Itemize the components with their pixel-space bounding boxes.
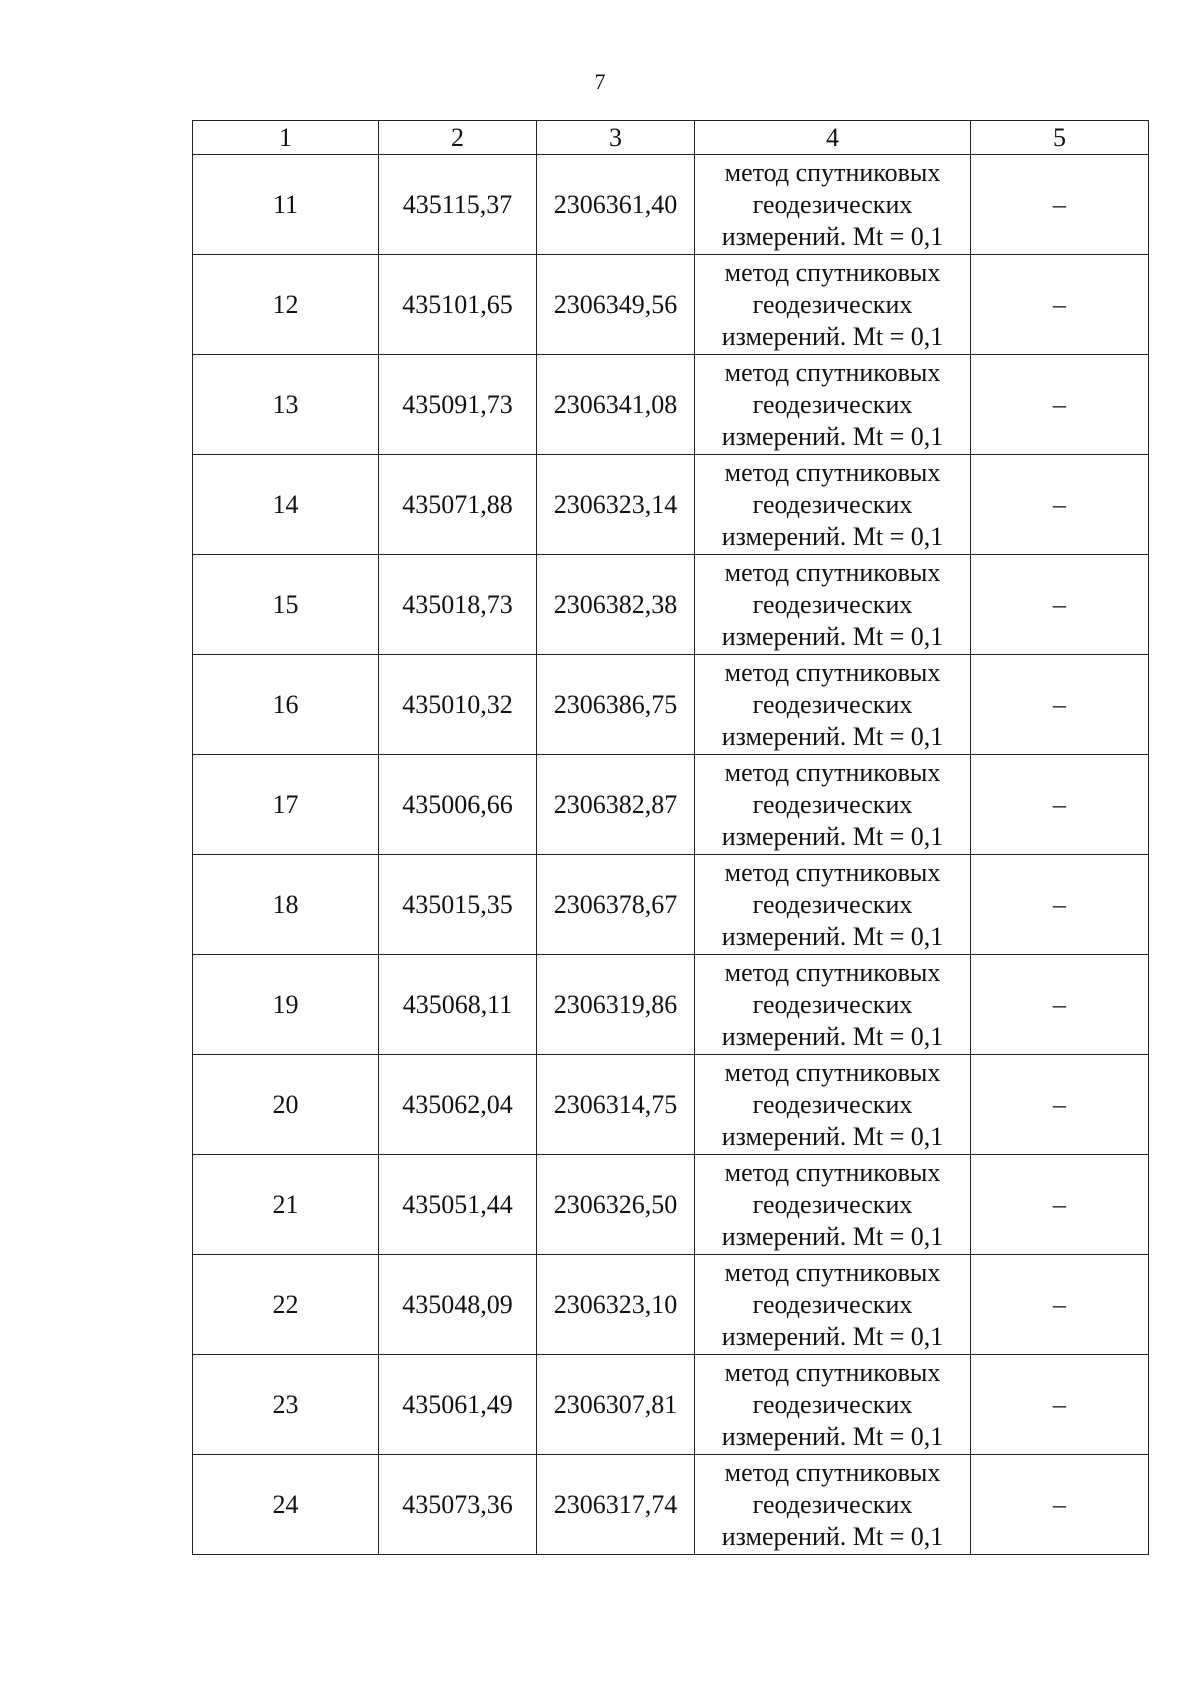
point-number-cell: 21: [193, 1155, 379, 1255]
note-cell: –: [971, 1155, 1149, 1255]
method-line: измерений. Mt = 0,1: [721, 1521, 944, 1551]
x-coordinate-cell: 435006,66: [379, 755, 537, 855]
table-row: [193, 1255, 1149, 1355]
method-line: метод спутниковых: [724, 1457, 941, 1487]
method-line: измерений. Mt = 0,1: [721, 1421, 944, 1451]
note-cell: –: [971, 155, 1149, 255]
method-cell: [695, 455, 971, 555]
x-coordinate-cell: 435018,73: [379, 555, 537, 655]
note-cell: –: [971, 855, 1149, 955]
x-coordinate-cell: 435061,49: [379, 1355, 537, 1455]
table-row: [193, 655, 1149, 755]
note-cell: –: [971, 1455, 1149, 1555]
method-line: метод спутниковых: [724, 557, 941, 587]
table-row: [193, 355, 1149, 455]
header-cell-1: 1: [193, 121, 379, 155]
header-cell-4: 4: [695, 121, 971, 155]
x-coordinate-cell: 435115,37: [379, 155, 537, 255]
method-line: геодезических: [752, 1489, 913, 1519]
method-cell: [695, 1055, 971, 1155]
method-line: геодезических: [752, 289, 913, 319]
point-number-cell: 19: [193, 955, 379, 1055]
point-number-cell: 22: [193, 1255, 379, 1355]
note-cell: –: [971, 555, 1149, 655]
method-line: метод спутниковых: [724, 757, 941, 787]
method-line: метод спутниковых: [724, 157, 941, 187]
note-cell: –: [971, 1355, 1149, 1455]
method-line: метод спутниковых: [724, 1357, 941, 1387]
y-coordinate-cell: 2306349,56: [537, 255, 695, 355]
note-cell: –: [971, 1055, 1149, 1155]
table-row: [193, 1355, 1149, 1455]
method-line: геодезических: [752, 1389, 913, 1419]
y-coordinate-cell: 2306314,75: [537, 1055, 695, 1155]
page-number: 7: [594, 69, 606, 94]
point-number-cell: 24: [193, 1455, 379, 1555]
x-coordinate-cell: 435010,32: [379, 655, 537, 755]
method-line: измерений. Mt = 0,1: [721, 821, 944, 851]
method-cell: [695, 1255, 971, 1355]
x-coordinate-cell: 435048,09: [379, 1255, 537, 1355]
method-line: геодезических: [752, 589, 913, 619]
table-row: [193, 855, 1149, 955]
point-number-cell: 16: [193, 655, 379, 755]
method-line: измерений. Mt = 0,1: [721, 921, 944, 951]
method-cell: [695, 755, 971, 855]
method-line: геодезических: [752, 889, 913, 919]
method-line: геодезических: [752, 389, 913, 419]
y-coordinate-cell: 2306378,67: [537, 855, 695, 955]
x-coordinate-cell: 435051,44: [379, 1155, 537, 1255]
x-coordinate-cell: 435101,65: [379, 255, 537, 355]
method-line: геодезических: [752, 1189, 913, 1219]
method-line: метод спутниковых: [724, 257, 941, 287]
point-number-cell: 20: [193, 1055, 379, 1155]
note-cell: –: [971, 755, 1149, 855]
table-row: [193, 555, 1149, 655]
method-line: измерений. Mt = 0,1: [721, 1021, 944, 1051]
x-coordinate-cell: 435091,73: [379, 355, 537, 455]
point-number-cell: 17: [193, 755, 379, 855]
y-coordinate-cell: 2306319,86: [537, 955, 695, 1055]
y-coordinate-cell: 2306307,81: [537, 1355, 695, 1455]
header-cell-3: 3: [537, 121, 695, 155]
y-coordinate-cell: 2306361,40: [537, 155, 695, 255]
method-line: измерений. Mt = 0,1: [721, 1221, 944, 1251]
x-coordinate-cell: 435071,88: [379, 455, 537, 555]
method-line: метод спутниковых: [724, 957, 941, 987]
method-cell: [695, 1455, 971, 1555]
table-body: [193, 155, 1149, 1555]
header-cell-5: 5: [971, 121, 1149, 155]
y-coordinate-cell: 2306323,10: [537, 1255, 695, 1355]
method-cell: [695, 855, 971, 955]
point-number-cell: 15: [193, 555, 379, 655]
method-line: метод спутниковых: [724, 857, 941, 887]
method-line: измерений. Mt = 0,1: [721, 521, 944, 551]
method-line: геодезических: [752, 989, 913, 1019]
table-row: [193, 455, 1149, 555]
x-coordinate-cell: 435015,35: [379, 855, 537, 955]
table-row: [193, 1055, 1149, 1155]
point-number-cell: 18: [193, 855, 379, 955]
point-number-cell: 14: [193, 455, 379, 555]
method-cell: [695, 655, 971, 755]
y-coordinate-cell: 2306341,08: [537, 355, 695, 455]
method-line: измерений. Mt = 0,1: [721, 221, 944, 251]
y-coordinate-cell: 2306382,38: [537, 555, 695, 655]
method-line: метод спутниковых: [724, 1257, 941, 1287]
method-cell: [695, 155, 971, 255]
note-cell: –: [971, 255, 1149, 355]
method-cell: [695, 355, 971, 455]
note-cell: –: [971, 455, 1149, 555]
table-row: [193, 755, 1149, 855]
method-line: метод спутниковых: [724, 457, 941, 487]
y-coordinate-cell: 2306386,75: [537, 655, 695, 755]
coordinates-table: [192, 120, 1149, 1555]
y-coordinate-cell: 2306326,50: [537, 1155, 695, 1255]
method-line: геодезических: [752, 1089, 913, 1119]
point-number-cell: 13: [193, 355, 379, 455]
method-cell: [695, 555, 971, 655]
method-cell: [695, 955, 971, 1055]
x-coordinate-cell: 435062,04: [379, 1055, 537, 1155]
y-coordinate-cell: 2306382,87: [537, 755, 695, 855]
method-line: геодезических: [752, 489, 913, 519]
header-cell-2: 2: [379, 121, 537, 155]
note-cell: –: [971, 655, 1149, 755]
method-line: измерений. Mt = 0,1: [721, 621, 944, 651]
method-line: измерений. Mt = 0,1: [721, 1321, 944, 1351]
table-header-row: [193, 121, 1149, 155]
y-coordinate-cell: 2306323,14: [537, 455, 695, 555]
note-cell: –: [971, 955, 1149, 1055]
method-line: геодезических: [752, 689, 913, 719]
method-line: измерений. Mt = 0,1: [721, 421, 944, 451]
table-row: [193, 1455, 1149, 1555]
x-coordinate-cell: 435068,11: [379, 955, 537, 1055]
point-number-cell: 12: [193, 255, 379, 355]
method-line: метод спутниковых: [724, 1157, 941, 1187]
method-line: геодезических: [752, 1289, 913, 1319]
method-cell: [695, 1355, 971, 1455]
note-cell: –: [971, 1255, 1149, 1355]
table-row: [193, 1155, 1149, 1255]
point-number-cell: 23: [193, 1355, 379, 1455]
method-line: метод спутниковых: [724, 357, 941, 387]
method-line: измерений. Mt = 0,1: [721, 1121, 944, 1151]
method-line: измерений. Mt = 0,1: [721, 721, 944, 751]
method-line: метод спутниковых: [724, 657, 941, 687]
table-row: [193, 955, 1149, 1055]
point-number-cell: 11: [193, 155, 379, 255]
method-line: метод спутниковых: [724, 1057, 941, 1087]
table-row: [193, 155, 1149, 255]
method-line: геодезических: [752, 789, 913, 819]
method-line: измерений. Mt = 0,1: [721, 321, 944, 351]
x-coordinate-cell: 435073,36: [379, 1455, 537, 1555]
method-cell: [695, 1155, 971, 1255]
y-coordinate-cell: 2306317,74: [537, 1455, 695, 1555]
method-line: геодезических: [752, 189, 913, 219]
table-row: [193, 255, 1149, 355]
method-cell: [695, 255, 971, 355]
note-cell: –: [971, 355, 1149, 455]
